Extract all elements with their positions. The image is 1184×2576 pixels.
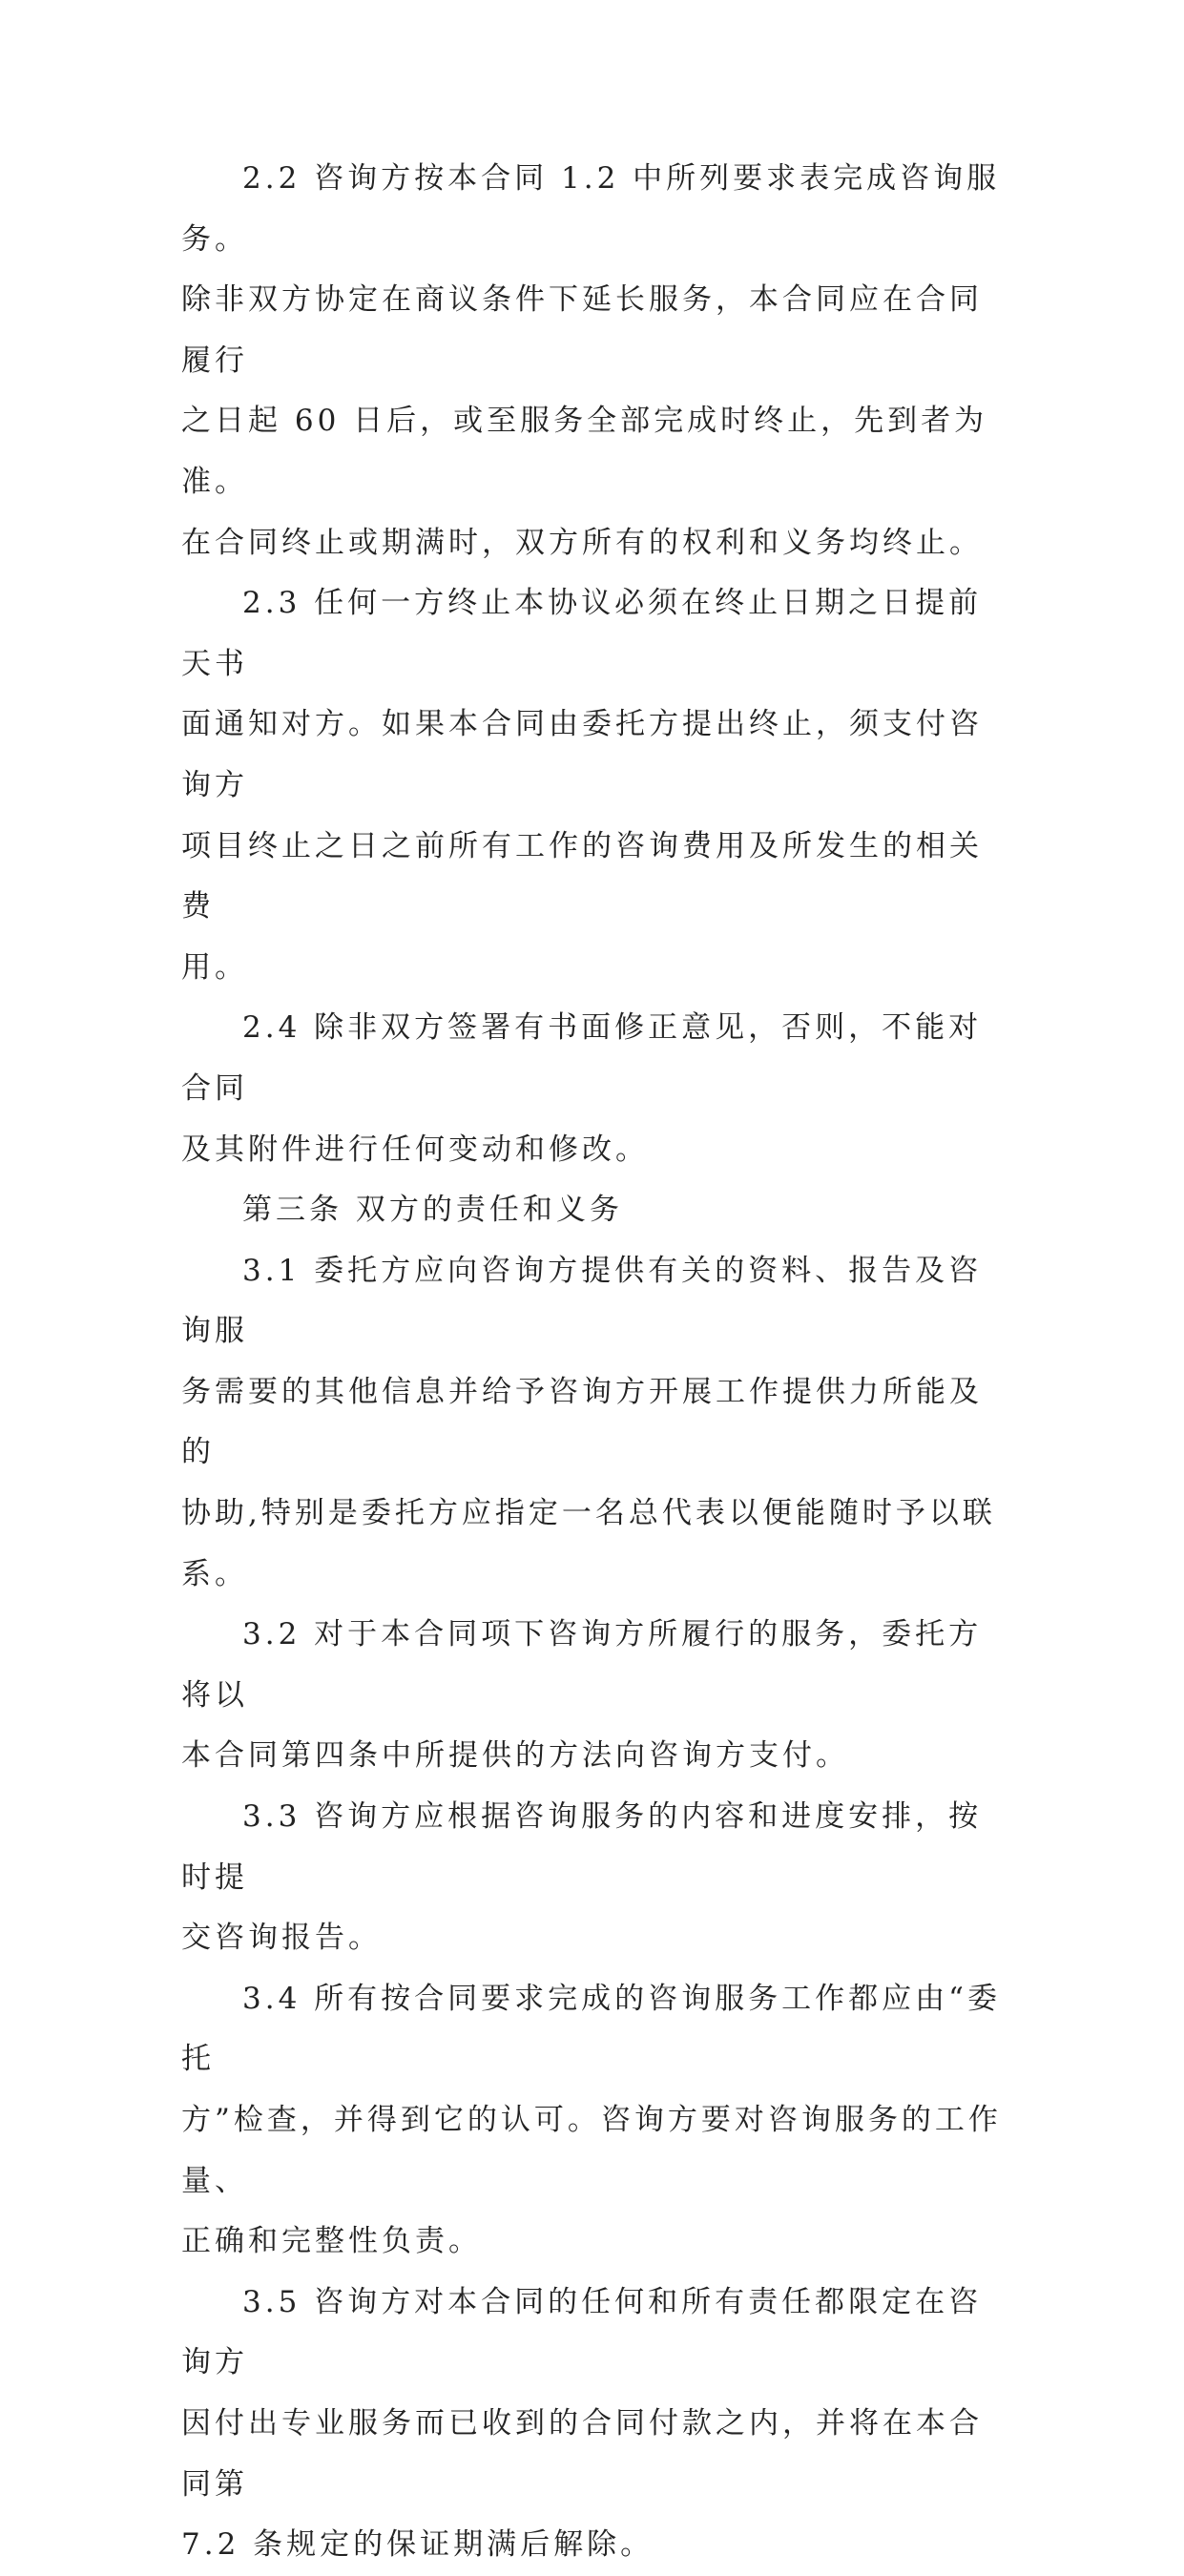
article-3-heading: 第三条 双方的责任和义务 — [242, 1193, 623, 1228]
clause-2-2: 2.2 咨询方按本合同 1.2 中所列要求表完成咨询服务。 除非双方协定在商议条件下延长服务，本合同应在合同履行 之日起 60 日后，或至服务全部完成时终止，先到者为准。 在合同终止或期满时，双方所有的权利和义务均终止。 — [181, 161, 1001, 560]
clause-2-3: 2.3 任何一方终止本协议必须在终止日期之日提前天书 面通知对方。如果本合同由委托方提出终止，须支付咨询方 项目终止之日之前所有工作的咨询费用及所发生的相关费 用。 — [181, 586, 983, 985]
clause-3-4: 3.4 所有按合同要求完成的咨询服务工作都应由“委托 方”检查，并得到它的认可。咨询方要对咨询服务的工作量、 正确和完整性负责。 — [181, 1981, 1002, 2259]
document-body — [181, 149, 1002, 2576]
clause-3-3: 3.3 咨询方应根据咨询服务的内容和进度安排，按时提 交咨询报告。 — [181, 1799, 983, 1956]
clause-2-4: 2.4 除非双方签署有书面修正意见，否则，不能对合同 及其附件进行任何变动和修改。 — [181, 1010, 983, 1167]
clause-3-2: 3.2 对于本合同项下咨询方所履行的服务，委托方将以 本合同第四条中所提供的方法向咨询方支付。 — [181, 1617, 983, 1774]
clause-3-1: 3.1 委托方应向咨询方提供有关的资料、报告及咨询服 务需要的其他信息并给予咨询方开展工作提供力所能及的 协助,特别是委托方应指定一名总代表以便能随时予以联系。 — [181, 1253, 996, 1591]
clause-3-5: 3.5 咨询方对本合同的任何和所有责任都限定在咨询方 因付出专业服务而已收到的合同付款之内，并将在本合同第 7.2 条规定的保证期满后解除。 — [181, 2284, 983, 2563]
